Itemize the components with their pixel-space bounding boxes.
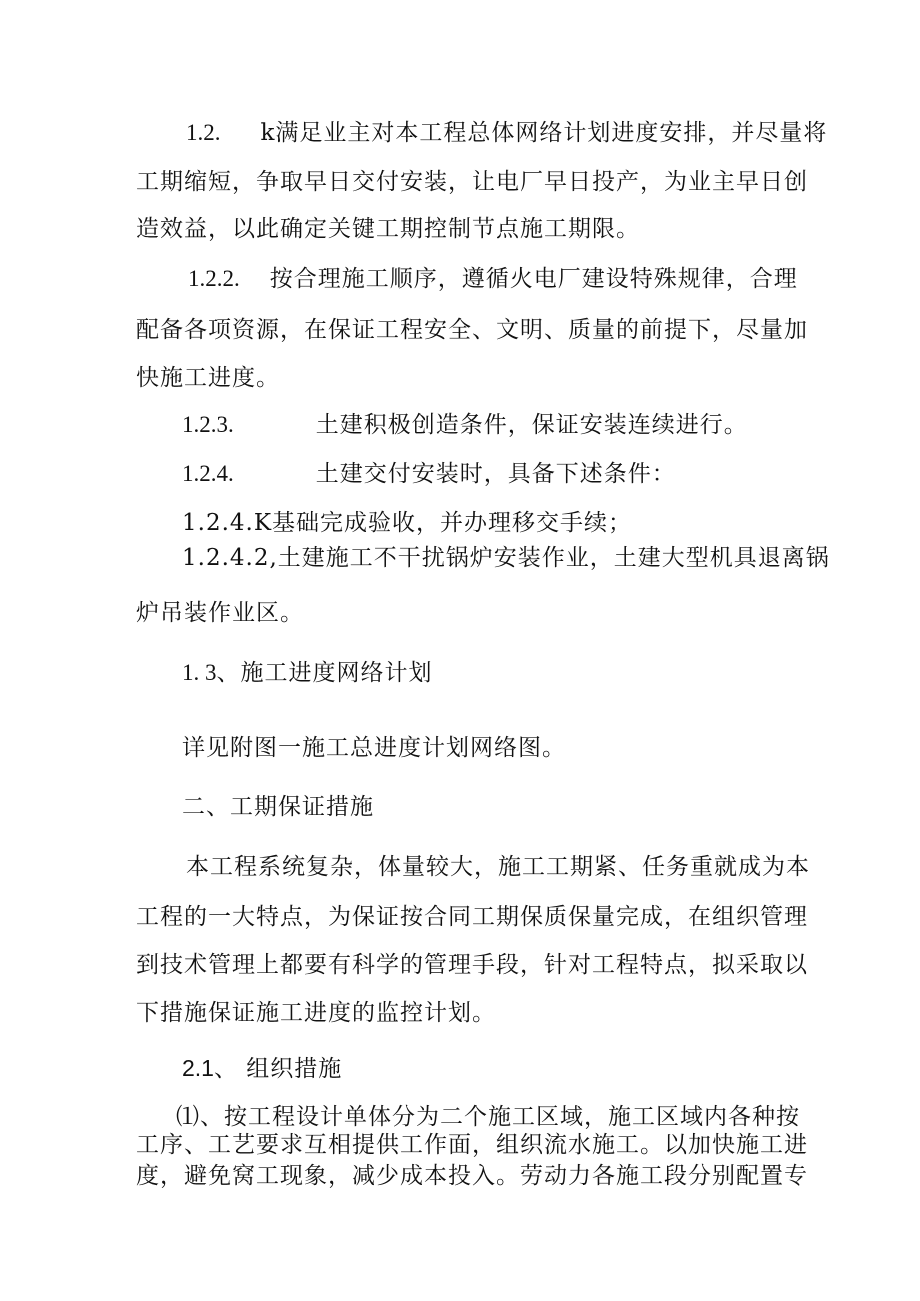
paragraph-line — [136, 950, 808, 980]
paragraph-text: 到技术管理上都要有科学的管理手段，针对工程特点，拟采取以 — [136, 952, 808, 978]
paragraph-text: 快施工进度。 — [136, 365, 280, 391]
paragraph-text: 配备各项资源，在保证工程安全、文明、质量的前提下，尽量加 — [136, 317, 808, 343]
paragraph-line — [136, 598, 304, 628]
heading-text: 、施工进度网络计划 — [216, 660, 433, 686]
paragraph-text: 炉吊装作业区。 — [136, 600, 304, 626]
paragraph-text: k满足业主对本工程总体网络计划进度安排，并尽量将 — [260, 120, 828, 146]
section-number: 2.1 — [182, 1055, 214, 1081]
paragraph-text: 土建交付安装时，具备下述条件： — [315, 461, 676, 487]
paragraph-text: 1.2.4.K基础完成验收，并办理移交手续； — [182, 510, 633, 536]
section-number: 1.2.3. — [182, 412, 234, 437]
paragraph-text: 工期缩短，争取早日交付安装，让电厂早日投产，为业主早日创 — [136, 169, 808, 195]
paragraph-line — [182, 543, 830, 573]
section-number: 1. 3 — [182, 660, 217, 685]
paragraph-line — [136, 998, 496, 1028]
paragraph-line — [182, 410, 748, 440]
paragraph-line — [136, 1161, 808, 1191]
paragraph-line — [186, 852, 810, 882]
paragraph-line — [136, 167, 808, 197]
paragraph-text: 度，避免窝工现象，减少成本投入。劳动力各施工段分别配置专 — [136, 1163, 808, 1189]
section-heading — [182, 1053, 342, 1084]
paragraph-line — [136, 214, 640, 244]
paragraph-text: 工序、工艺要求互相提供工作面，组织流水施工。以加快施工进 — [136, 1132, 808, 1158]
paragraph-line — [136, 1130, 808, 1160]
paragraph-text: 详见附图一施工总进度计划网络图。 — [182, 735, 566, 761]
paragraph-line — [136, 902, 808, 932]
heading-text: 二、工期保证措施 — [182, 794, 374, 820]
paragraph-line — [188, 264, 798, 294]
paragraph-text: 土建积极创造条件，保证安装连续进行。 — [315, 412, 748, 438]
paragraph-text: 下措施保证施工进度的监控计划。 — [136, 1000, 496, 1026]
paragraph-line — [182, 459, 676, 489]
paragraph-line — [186, 118, 827, 148]
paragraph-text: 工程的一大特点，为保证按合同工期保质保量完成，在组织管理 — [136, 904, 808, 930]
paragraph-text: 1.2.4.2,土建施工不干扰锅炉安装作业，土建大型机具退离锅 — [182, 545, 830, 571]
paragraph-line — [136, 315, 808, 345]
heading-text: 、 组织措施 — [213, 1056, 343, 1082]
section-number: 1.2.4. — [182, 461, 234, 486]
section-number: 1.2.2. — [188, 266, 240, 291]
paragraph-text: 按合理施工顺序，遵循火电厂建设特殊规律，合理 — [269, 266, 798, 292]
paragraph-line — [176, 1102, 800, 1132]
paragraph-line — [182, 508, 632, 538]
section-number: 1.2. — [186, 120, 221, 145]
paragraph-text: 本工程系统复杂，体量较大，施工工期紧、任务重就成为本 — [186, 854, 810, 880]
paragraph-line — [136, 363, 280, 393]
section-heading — [182, 658, 433, 688]
section-heading — [182, 792, 374, 822]
paragraph-line — [182, 733, 566, 763]
paragraph-text: 造效益，以此确定关键工期控制节点施工期限。 — [136, 216, 640, 242]
paragraph-text: ⑴、按工程设计单体分为二个施工区域，施工区域内各种按 — [176, 1104, 800, 1130]
